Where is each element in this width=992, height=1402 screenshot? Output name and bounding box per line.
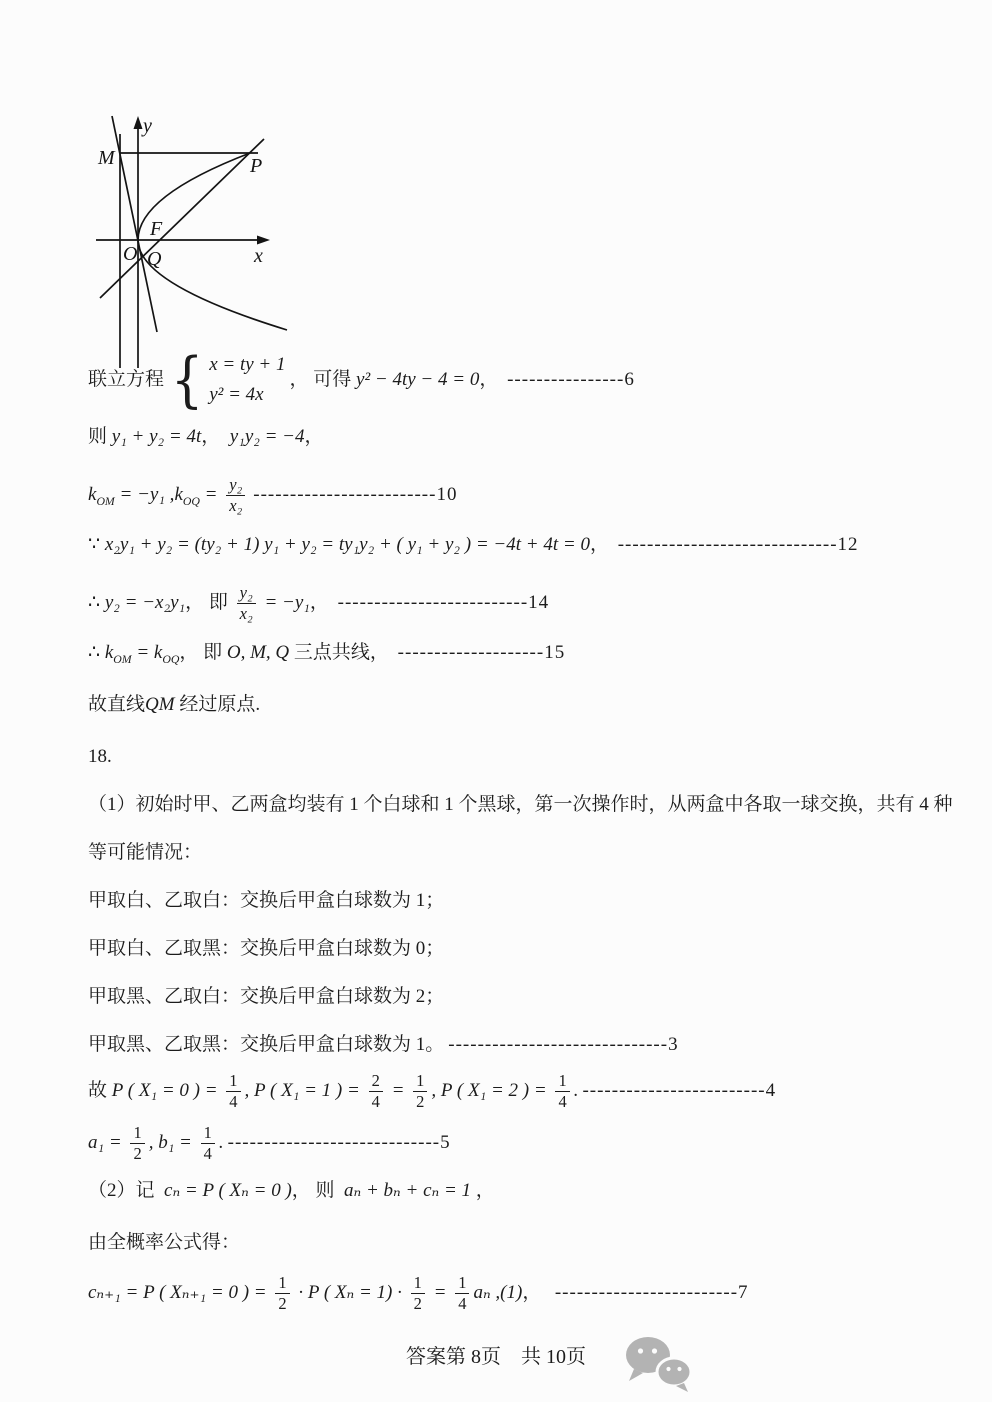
math-run: . [218,1132,224,1154]
fraction [555,1071,569,1111]
formula-line-step10 [88,475,934,515]
conclusion-line [88,691,934,719]
formula-line-step6 [88,344,934,415]
math-run: x₂y₁ + y₂ = (ty₂ + 1) y₁ + y₂ = ty₁y₂ + ( y₁ + y₂ ) = −4t + 4t = 0 [104,534,590,556]
fraction-denominator: 4 [229,1091,238,1111]
cn-text: 则 [88,426,112,448]
dash-leader: -----------------------------5 [227,1132,451,1154]
math-run: = −y₁ [259,592,310,614]
cn-text: 经过原点. [174,694,261,716]
fraction [226,475,245,515]
fraction [413,1071,427,1111]
left-brace: { [170,344,204,415]
fraction-denominator: 2 [413,1293,422,1313]
fraction-denominator: 4 [203,1143,212,1163]
cn-text: 故 [88,1080,112,1102]
fraction-denominator: 2 [133,1143,142,1163]
math-run: y₁ + y₂ = 4t [111,426,202,448]
line-pfq [100,139,264,298]
case-line-3 [88,983,934,1011]
cn-text: ， 可得 [289,368,357,390]
fraction [130,1123,144,1163]
fraction-numerator: 1 [555,1071,569,1091]
fraction-numerator: 1 [130,1123,144,1143]
cn-text: 联立方程 [88,368,165,390]
fraction-numerator: 1 [226,1071,240,1091]
label-x-axis: x [254,245,263,267]
figure-canvas [92,108,332,376]
cn-text: ， 则 [291,1180,345,1202]
cases-row: y² = 4x [209,383,264,405]
cn-text: ， [471,1180,495,1202]
math-run: = [199,484,223,506]
dash-leader: ------------------------------3 [448,1034,679,1056]
cn-text: 由全概率公式得： [88,1232,241,1254]
cn-text: ， 即 [185,592,233,614]
fraction-numerator: 1 [201,1123,215,1143]
subscripted-var: $k_{OM}$ [88,484,115,509]
fraction-numerator: 1 [275,1273,289,1293]
cn-text: ， [522,1282,551,1304]
cn-text: ， [201,426,230,448]
x-axis-arrow-icon [257,236,270,245]
cn-text: 等可能情况： [88,842,203,864]
math-run: = [131,642,154,664]
cn-text: ∴ [88,642,105,664]
math-run: a₁ = [88,1132,127,1154]
fraction-denominator: x₂ [239,603,253,623]
case-line-2 [88,935,934,963]
math-run: P ( X₁ = 0 ) = [111,1080,223,1102]
cn-text: 甲取白、乙取黑：交换后甲盒白球数为 0； [88,938,445,960]
content-lines [88,344,953,1333]
cases-row: x = ty + 1 [209,354,286,375]
case-line-4-step3 [88,1031,934,1059]
fraction-numerator: 1 [455,1273,469,1293]
label-point-q: Q [147,248,162,270]
fraction [369,1071,383,1111]
cn-text: 故直线 [88,694,146,716]
wechat-icon [622,1334,698,1396]
cn-text: 甲取黑、乙取黑：交换后甲盒白球数为 1。 [88,1034,445,1056]
label-point-o: O [123,243,138,265]
formula-line-step4 [88,1071,934,1111]
math-run: . [573,1080,579,1102]
math-run: y₁y₂ = −4 [229,426,305,448]
subscripted-var: $k_{OQ}$ [174,484,200,509]
fraction-denominator: 2 [416,1091,425,1111]
math-run: aₙ ,(1) [473,1282,523,1304]
subscripted-var: $k_{OM}$ [104,642,132,667]
fraction-denominator: 4 [371,1091,380,1111]
fraction-numerator: 2 [369,1071,383,1091]
dash-leader: --------------------------14 [337,592,550,614]
fraction [226,1071,240,1111]
math-run: , P ( X₁ = 2 ) = [431,1080,552,1102]
formula-line-part2 [88,1177,934,1205]
label-y-axis: y [143,115,152,137]
formula-line-step5 [88,1123,934,1163]
cn-text: 甲取白、乙取白：交换后甲盒白球数为 1； [88,890,445,912]
cn-text: ， 即 [179,642,227,664]
fraction-denominator: 2 [278,1293,287,1313]
math-run: = −y₁ , [114,484,175,506]
math-run: = [386,1080,410,1102]
formula-line-step12 [88,531,934,559]
math-run: , b₁ = [148,1132,197,1154]
fraction-numerator: 1 [413,1071,427,1091]
fraction-denominator: 4 [558,1091,567,1111]
fraction-numerator: y₂ [237,583,256,603]
fraction [237,583,256,623]
math-run: QM [145,694,175,716]
math-run: aₙ + bₙ + cₙ = 1 [344,1180,472,1202]
cases-rows [209,352,285,407]
math-run: O, M, Q [226,642,290,664]
fraction-denominator: 4 [458,1293,467,1313]
case-line-1 [88,887,934,915]
parabola-figure [92,108,332,376]
dash-leader: --------------------15 [397,642,566,664]
dash-leader: -------------------------10 [253,484,458,506]
dash-leader: ------------------------------12 [617,534,859,556]
dash-leader: ----------------6 [507,368,635,390]
fraction-numerator: y₂ [226,475,245,495]
text-line-setup [88,791,953,819]
math-run: y₂ = −x₂y₁ [104,592,186,614]
formula-line-step14 [88,583,934,623]
page-footer: 答案第 8页 共 10页 [406,1346,586,1368]
math-run: , P ( X₁ = 1 ) = [244,1080,365,1102]
cn-text: ， [479,368,504,390]
cn-text: ∴ [88,592,105,614]
formula-line-vieta [88,423,934,451]
cn-text: ， [309,592,334,614]
math-run: · P ( Xₙ = 1) · [293,1282,407,1304]
label-point-f: F [150,218,163,240]
subscripted-var: $k_{OQ}$ [153,642,180,667]
formula-line-step7 [88,1273,934,1313]
y-axis-arrow-icon [134,116,143,129]
math-run: = [428,1282,452,1304]
cn-text: （1）初始时甲、乙两盒均装有 1 个白球和 1 个黑球，第一次操作时，从两盒中各取一球交换，共有 4 种 [88,794,953,816]
text-line-total-probability [88,1229,934,1257]
cn-text: 三点共线， [289,642,394,664]
math-run: cₙ = P ( Xₙ = 0 ) [164,1180,292,1202]
fraction [455,1273,469,1313]
dash-leader: -------------------------4 [582,1080,777,1102]
math-run: y² − 4ty − 4 = 0 [356,368,480,390]
fraction [201,1123,215,1163]
cn-text: ， [304,426,324,448]
dash-leader: -------------------------7 [554,1282,749,1304]
math-run: cₙ₊₁ = P ( Xₙ₊₁ = 0 ) = [88,1282,272,1304]
text-line-cases-intro [88,839,934,867]
cn-text: ， [589,534,614,556]
fraction-numerator: 1 [411,1273,425,1293]
fraction [275,1273,289,1313]
label-point-m: M [98,147,115,169]
cn-text: 18. [88,746,112,768]
fraction [411,1273,425,1313]
cn-text: （2）记 [88,1180,165,1202]
formula-line-step15 [88,639,934,667]
problem-number-18 [88,743,934,771]
cases-group [168,344,286,415]
fraction-denominator: x₂ [229,495,243,515]
label-point-p: P [250,155,263,177]
cn-text: 甲取黑、乙取白：交换后甲盒白球数为 2； [88,986,445,1008]
cn-text: ∵ [88,534,105,556]
